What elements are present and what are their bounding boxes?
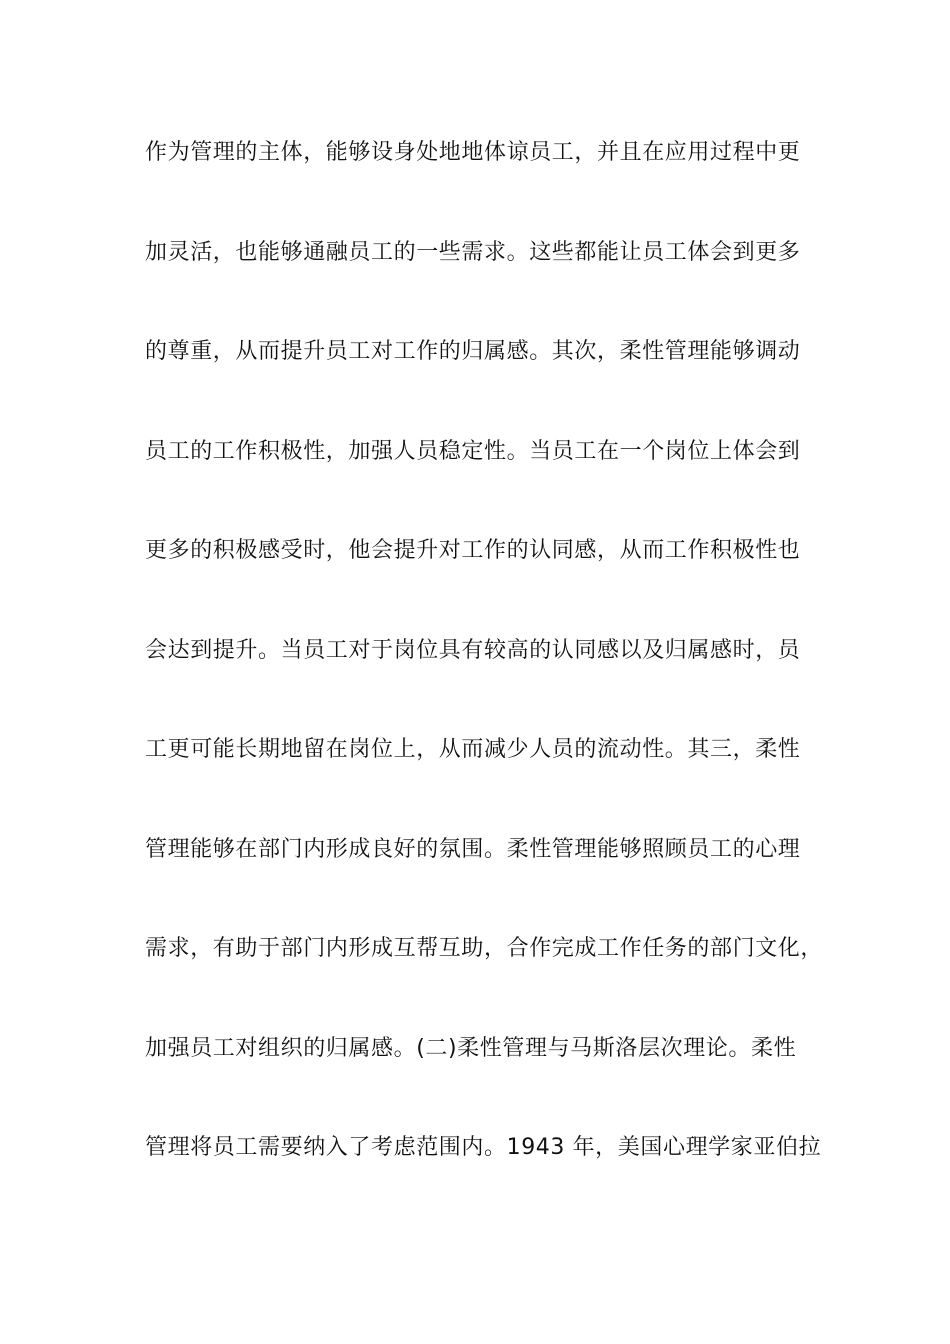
text-line: 加灵活，也能够通融员工的一些需求。这些都能让员工体会到更多 <box>145 239 801 265</box>
text-line: 管理能够在部门内形成良好的氛围。柔性管理能够照顾员工的心理 <box>145 836 801 862</box>
text-line: 需求，有助于部门内形成互帮互助，合作完成工作任务的部门文化， <box>145 936 824 961</box>
text-line: 工更可能长期地留在岗位上，从而减少人员的流动性。其三，柔性 <box>145 737 801 762</box>
text-line: 会达到提升。当员工对于岗位具有较高的认同感以及归属感时，员 <box>145 637 801 663</box>
body-text <box>145 126 825 1221</box>
text-line: 管理将员工需要纳入了考虑范围内。1943 年，美国心理学家亚伯拉 <box>145 1135 822 1160</box>
text-line: 更多的积极感受时，他会提升对工作的认同感，从而工作积极性也 <box>145 538 801 563</box>
text-line: 员工的工作积极性，加强人员稳定性。当员工在一个岗位上体会到 <box>145 438 801 464</box>
text-line: 作为管理的主体，能够设身处地地体谅员工，并且在应用过程中更 <box>145 140 801 165</box>
text-line: 的尊重，从而提升员工对工作的归属感。其次，柔性管理能够调动 <box>145 339 801 364</box>
text-line: 加强员工对组织的归属感。(二)柔性管理与马斯洛层次理论。柔性 <box>145 1035 797 1061</box>
